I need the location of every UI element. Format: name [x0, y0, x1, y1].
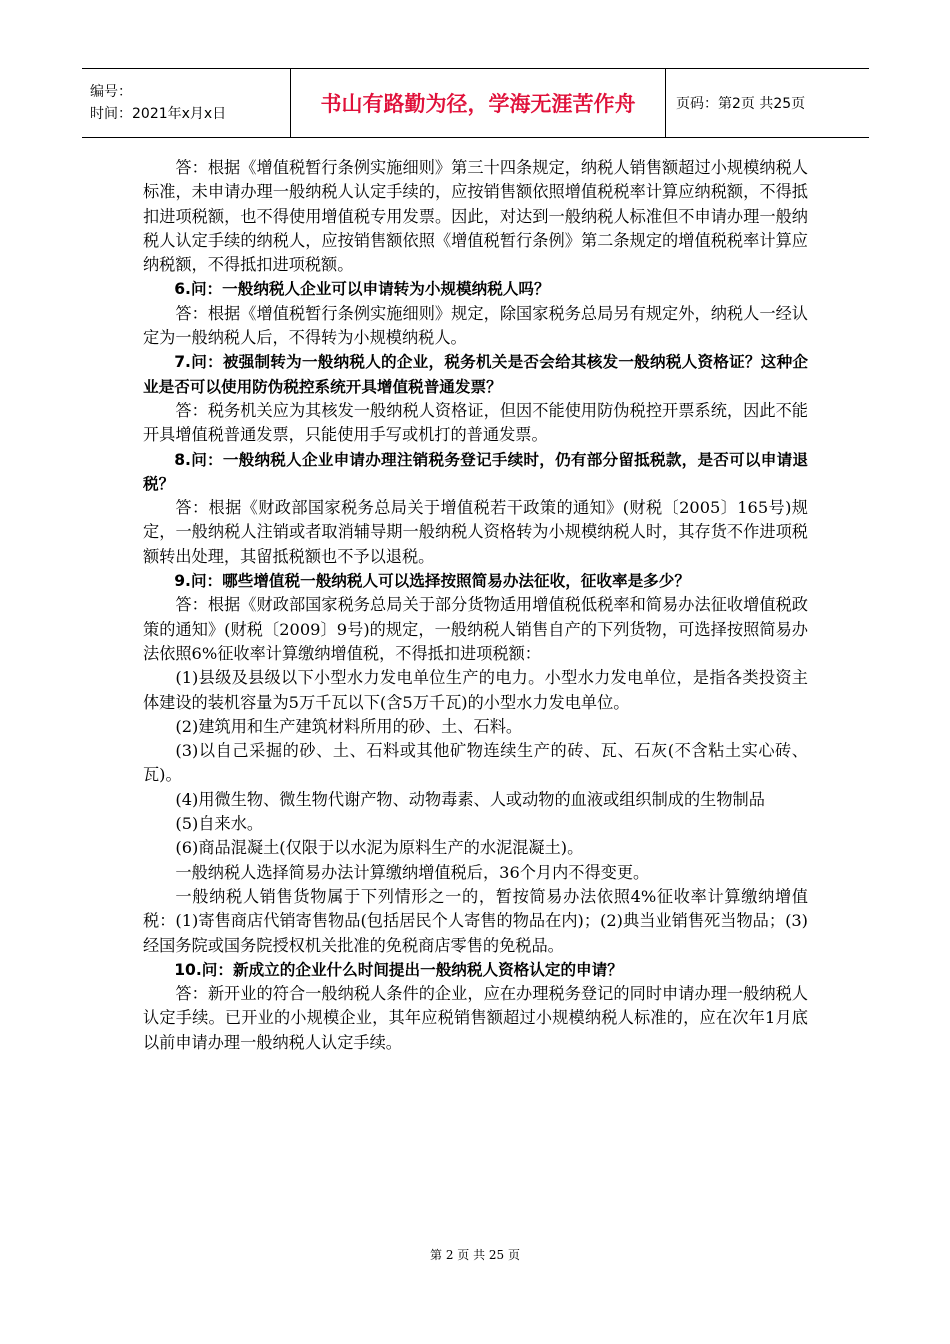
answer-paragraph: 答：根据《财政部国家税务总局关于增值税若干政策的通知》(财税〔2005〕165号)规定，一般纳税人注销或者取消辅导期一般纳税人资格转为小规模纳税人时，其存货不作进项税额转出处理，其留抵税额也不予以退税。	[143, 498, 808, 566]
question-paragraph: 7.问：被强制转为一般纳税人的企业，税务机关是否会给其核发一般纳税人资格证？这种企业是否可以使用防伪税控系统开具增值税普通发票？	[143, 353, 808, 396]
document-body	[143, 156, 808, 1055]
answer-paragraph: 答：根据《增值税暂行条例实施细则》第三十四条规定，纳税人销售额超过小规模纳税人标准，未申请办理一般纳税人认定手续的，应按销售额依照增值税税率计算应纳税额，不得抵扣进项税额，也不得使用增值税专用发票。因此，对达到一般纳税人标准但不申请办理一般纳税人认定手续的纳税人，应按销售额依照《增值税暂行条例》第二条规定的增值税税率计算应纳税额，不得抵扣进项税额。	[143, 158, 808, 275]
header-motto: 书山有路勤为径，学海无涯苦作舟	[291, 69, 666, 137]
answer-paragraph: (3)以自己采掘的砂、土、石料或其他矿物连续生产的砖、瓦、石灰(不含粘土实心砖、瓦)。	[143, 741, 808, 785]
page-footer: 第 2 页 共 25 页	[430, 1248, 520, 1262]
answer-paragraph: 一般纳税人销售货物属于下列情形之一的，暂按简易办法依照4%征收率计算缴纳增值税：(1)寄售商店代销寄售物品(包括居民个人寄售的物品在内)；(2)典当业销售死当物品；(3)经国务院或国务院授权机关批准的免税商店零售的免税品。	[143, 886, 808, 955]
answer-paragraph: 答：税务机关应为其核发一般纳税人资格证，但因不能使用防伪税控开票系统，因此不能开具增值税普通发票，只能使用手写或机打的普通发票。	[143, 400, 808, 445]
question-paragraph: 8.问：一般纳税人企业申请办理注销税务登记手续时，仍有部分留抵税款，是否可以申请退税？	[143, 450, 808, 493]
answer-paragraph: (1)县级及县级以下小型水力发电单位生产的电力。小型水力发电单位，是指各类投资主体建设的装机容量为5万千瓦以下(含5万千瓦)的小型水力发电单位。	[143, 668, 808, 712]
number-label: 编号：	[90, 84, 132, 100]
answer-paragraph: 答：根据《财政部国家税务总局关于部分货物适用增值税低税率和简易办法征收增值税政策的通知》(财税〔2009〕9号)的规定，一般纳税人销售自产的下列货物，可选择按照简易办法依照6%征收率计算缴纳增值税，不得抵扣进项税额：	[143, 595, 808, 663]
question-paragraph: 9.问：哪些增值税一般纳税人可以选择按照简易办法征收，征收率是多少？	[174, 572, 690, 591]
header-meta	[82, 69, 291, 137]
answer-paragraph: (2)建筑用和生产建筑材料所用的砂、土、石料。	[175, 716, 523, 736]
answer-paragraph: (6)商品混凝土(仅限于以水泥为原料生产的水泥混凝土)。	[175, 838, 584, 858]
page-header	[82, 68, 869, 138]
answer-paragraph: (4)用微生物、微生物代谢产物、动物毒素、人或动物的血液或组织制成的生物制品	[175, 789, 765, 809]
answer-paragraph: (5)自来水。	[175, 814, 264, 834]
question-paragraph: 10.问：新成立的企业什么时间提出一般纳税人资格认定的申请？	[174, 960, 623, 979]
answer-paragraph: 一般纳税人选择简易办法计算缴纳增值税后，36个月内不得变更。	[175, 862, 650, 882]
answer-paragraph: 答：根据《增值税暂行条例实施细则》规定，除国家税务总局另有规定外，纳税人一经认定为一般纳税人后，不得转为小规模纳税人。	[143, 303, 808, 348]
date-label: 时间：2021年x月x日	[90, 106, 227, 122]
question-paragraph: 6.问：一般纳税人企业可以申请转为小规模纳税人吗？	[174, 280, 550, 299]
header-page-label: 页码：第2页 共25页	[676, 96, 806, 112]
answer-paragraph: 答：新开业的符合一般纳税人条件的企业，应在办理税务登记的同时申请办理一般纳税人认定手续。已开业的小规模企业，其年应税销售额超过小规模纳税人标准的，应在次年1月底以前申请办理一般纳税人认定手续。	[143, 984, 808, 1052]
